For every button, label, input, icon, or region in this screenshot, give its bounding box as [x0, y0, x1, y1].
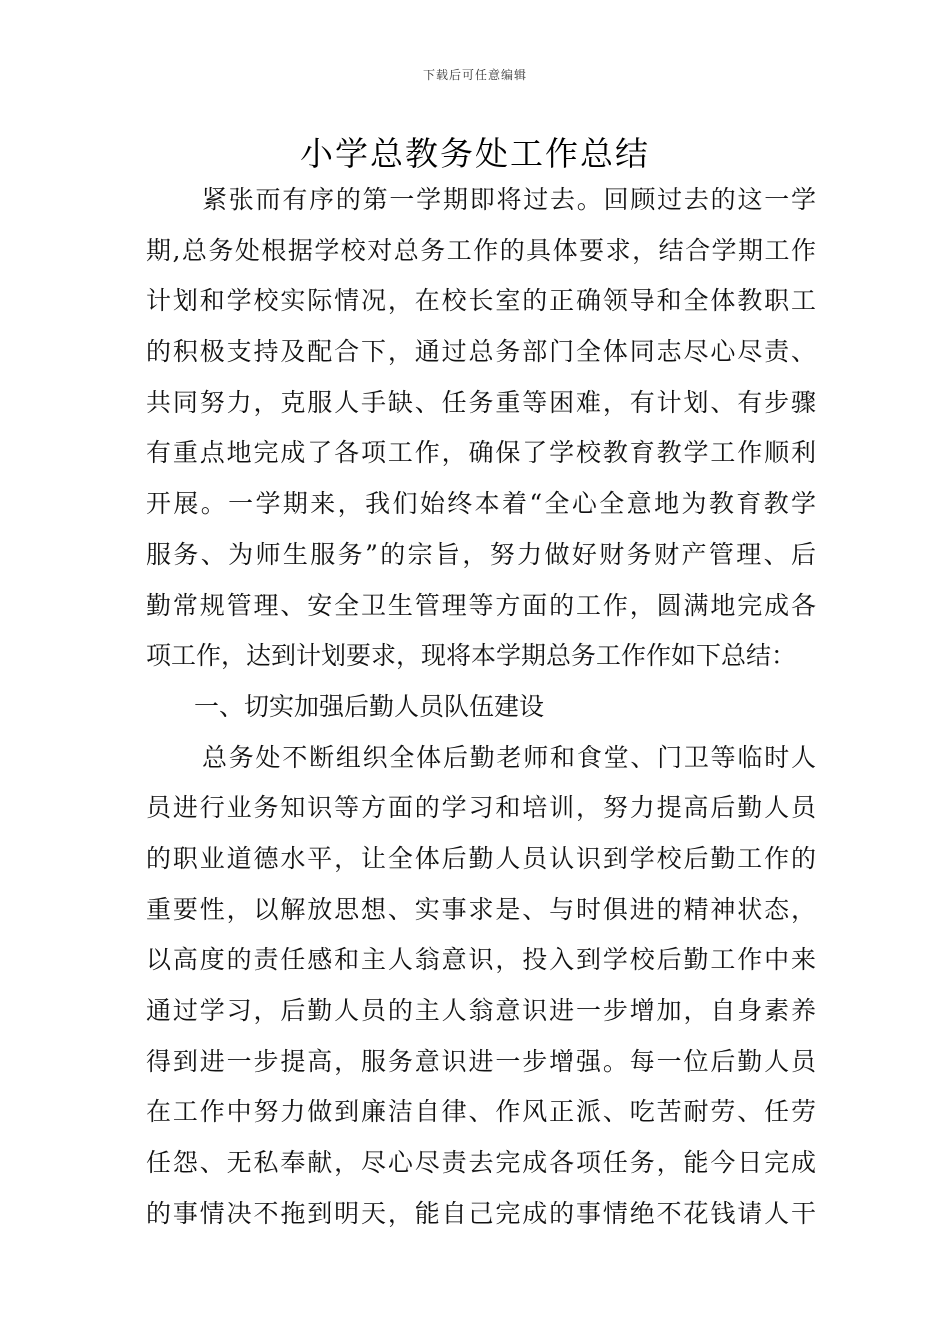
section-heading: 一、切实加强后勤人员队伍建设	[194, 691, 545, 721]
page-title: 小学总教务处工作总结	[300, 134, 650, 173]
paragraph-line: 在工作中努力做到廉洁自律、作风正派、吃苦耐劳、任劳	[146, 1097, 816, 1127]
paragraph-line: 勤常规管理、安全卫生管理等方面的工作，圆满地完成各	[146, 590, 816, 620]
paragraph-line: 期,总务处根据学校对总务工作的具体要求，结合学期工作	[146, 235, 816, 265]
header-note: 下载后可任意编辑	[422, 68, 527, 82]
paragraph-line: 得到进一步提高，服务意识进一步增强。每一位后勤人员	[146, 1046, 816, 1076]
paragraph-line: 的职业道德水平，让全体后勤人员认识到学校后勤工作的	[146, 843, 816, 873]
paragraph-line: 任怨、无私奉献，尽心尽责去完成各项任务，能今日完成	[146, 1148, 816, 1178]
paragraph-line: 总务处不断组织全体后勤老师和食堂、门卫等临时人	[202, 742, 816, 772]
document-body	[146, 175, 816, 1239]
paragraph-line: 开展。一学期来，我们始终本着“全心全意地为教育教学	[146, 489, 816, 519]
paragraph-line: 项工作，达到计划要求，现将本学期总务工作作如下总结：	[146, 641, 797, 671]
paragraph-line: 有重点地完成了各项工作，确保了学校教育教学工作顺利	[146, 438, 816, 468]
paragraph-line: 的事情决不拖到明天，能自己完成的事情绝不花钱请人干	[146, 1198, 816, 1228]
paragraph-line: 服务、为师生服务”的宗旨，努力做好财务财产管理、后	[146, 539, 816, 569]
paragraph-line: 通过学习，后勤人员的主人翁意识进一步增加，自身素养	[146, 996, 816, 1025]
paragraph-line: 紧张而有序的第一学期即将过去。回顾过去的这一学	[202, 185, 816, 214]
paragraph-line: 计划和学校实际情况，在校长室的正确领导和全体教职工	[146, 286, 816, 316]
paragraph-line: 的积极支持及配合下，通过总务部门全体同志尽心尽责、	[146, 337, 816, 367]
paragraph-line: 重要性，以解放思想、实事求是、与时俱进的精神状态，	[146, 894, 816, 924]
paragraph-line: 以高度的责任感和主人翁意识，投入到学校后勤工作中来	[146, 945, 816, 975]
paragraph-line: 共同努力，克服人手缺、任务重等困难，有计划、有步骤	[146, 387, 816, 417]
paragraph-line: 员进行业务知识等方面的学习和培训，努力提高后勤人员	[146, 793, 816, 823]
